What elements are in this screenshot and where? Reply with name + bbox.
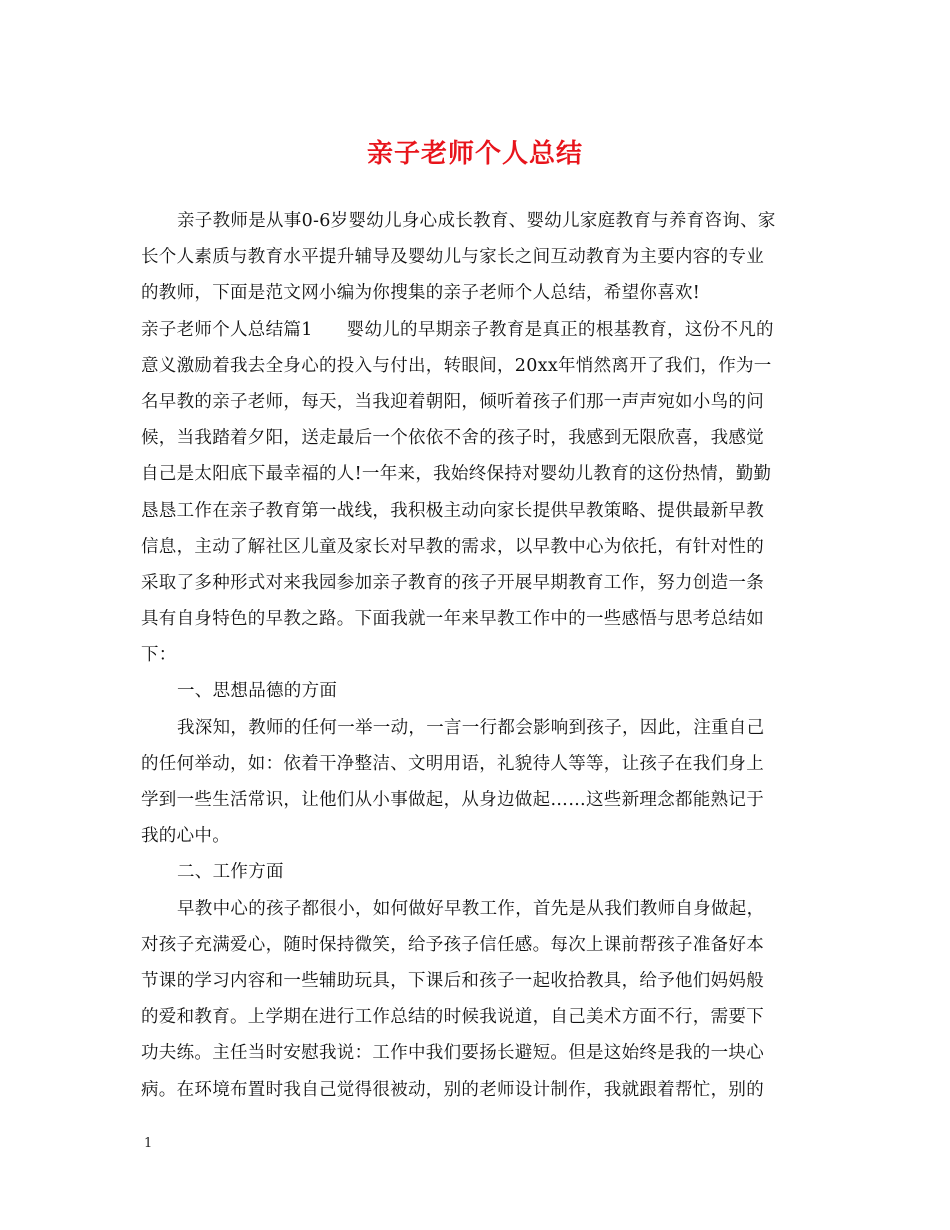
text-line: 下： (141, 645, 177, 666)
text-line: 自己是太阳底下最幸福的人!一年来，我始终保持对婴幼儿教育的这份热情，勤勤 (141, 464, 772, 485)
section-heading: 亲子老师个人总结篇1 (141, 319, 313, 340)
text-line: 长个人素质与教育水平提升辅导及婴幼儿与家长之间互动教育为主要内容的专业 (141, 247, 764, 268)
text-line: 名早教的亲子老师，每天，当我迎着朝阳，倾听着孩子们那一声声宛如小鸟的问 (141, 391, 764, 412)
text-line: 早教中心的孩子都很小，如何做好早教工作，首先是从我们教师自身做起， (177, 898, 765, 919)
section-heading: 一、思想品德的方面 (177, 681, 338, 702)
page-number: 1 (144, 1136, 153, 1151)
text-line: 的爱和教育。上学期在进行工作总结的时候我说道，自己美术方面不行，需要下 (141, 1007, 764, 1028)
text-line: 的任何举动，如：依着干净整洁、文明用语，礼貌待人等等，让孩子在我们身上 (141, 753, 764, 774)
section-heading: 二、工作方面 (177, 862, 284, 883)
text-line: 对孩子充满爱心，随时保持微笑，给予孩子信任感。每次上课前帮孩子准备好本 (141, 934, 764, 955)
text-line: 采取了多种形式对来我园参加亲子教育的孩子开展早期教育工作，努力创造一条 (141, 572, 764, 593)
text-line: 亲子教师是从事0-6岁婴幼儿身心成长教育、婴幼儿家庭教育与养育咨询、家 (177, 211, 776, 231)
text-line-with-heading (141, 312, 811, 348)
text-line: 我深知，教师的任何一举一动，一言一行都会影响到孩子，因此，注重自己 (177, 717, 765, 738)
document-body (141, 203, 811, 1108)
text-line: 恳恳工作在亲子教育第一战线，我积极主动向家长提供早教策略、提供最新早教 (141, 500, 764, 521)
document-title: 亲子老师个人总结 (366, 139, 583, 169)
text-line: 学到一些生活常识，让他们从小事做起，从身边做起……这些新理念都能熟记于 (141, 790, 764, 810)
text-line: 节课的学习内容和一些辅助玩具，下课后和孩子一起收拾教具，给予他们妈妈般 (141, 970, 764, 991)
text-line: 的教师，下面是范文网小编为你搜集的亲子老师个人总结，希望你喜欢! (141, 283, 701, 304)
text-line: 信息，主动了解社区儿童及家长对早教的需求，以早教中心为依托，有针对性的 (141, 536, 764, 557)
text-line: 候，当我踏着夕阳，送走最后一个依依不舍的孩子时，我感到无限欣喜，我感觉 (141, 428, 764, 449)
text-line: 意义激励着我去全身心的投入与付出，转眼间，20xx年悄然离开了我们，作为一 (141, 355, 772, 376)
text-line: 我的心中。 (141, 826, 230, 847)
text-line: 具有自身特色的早教之路。下面我就一年来早教工作中的一些感悟与思考总结如 (141, 609, 764, 630)
text-line: 功夫练。主任当时安慰我说：工作中我们要扬长避短。但是这始终是我的一块心 (141, 1043, 764, 1064)
text-segment: 婴幼儿的早期亲子教育是真正的根基教育，这份不凡的 (346, 319, 774, 340)
text-line: 病。在环境布置时我自己觉得很被动，别的老师设计制作，我就跟着帮忙，别的 (141, 1079, 764, 1100)
